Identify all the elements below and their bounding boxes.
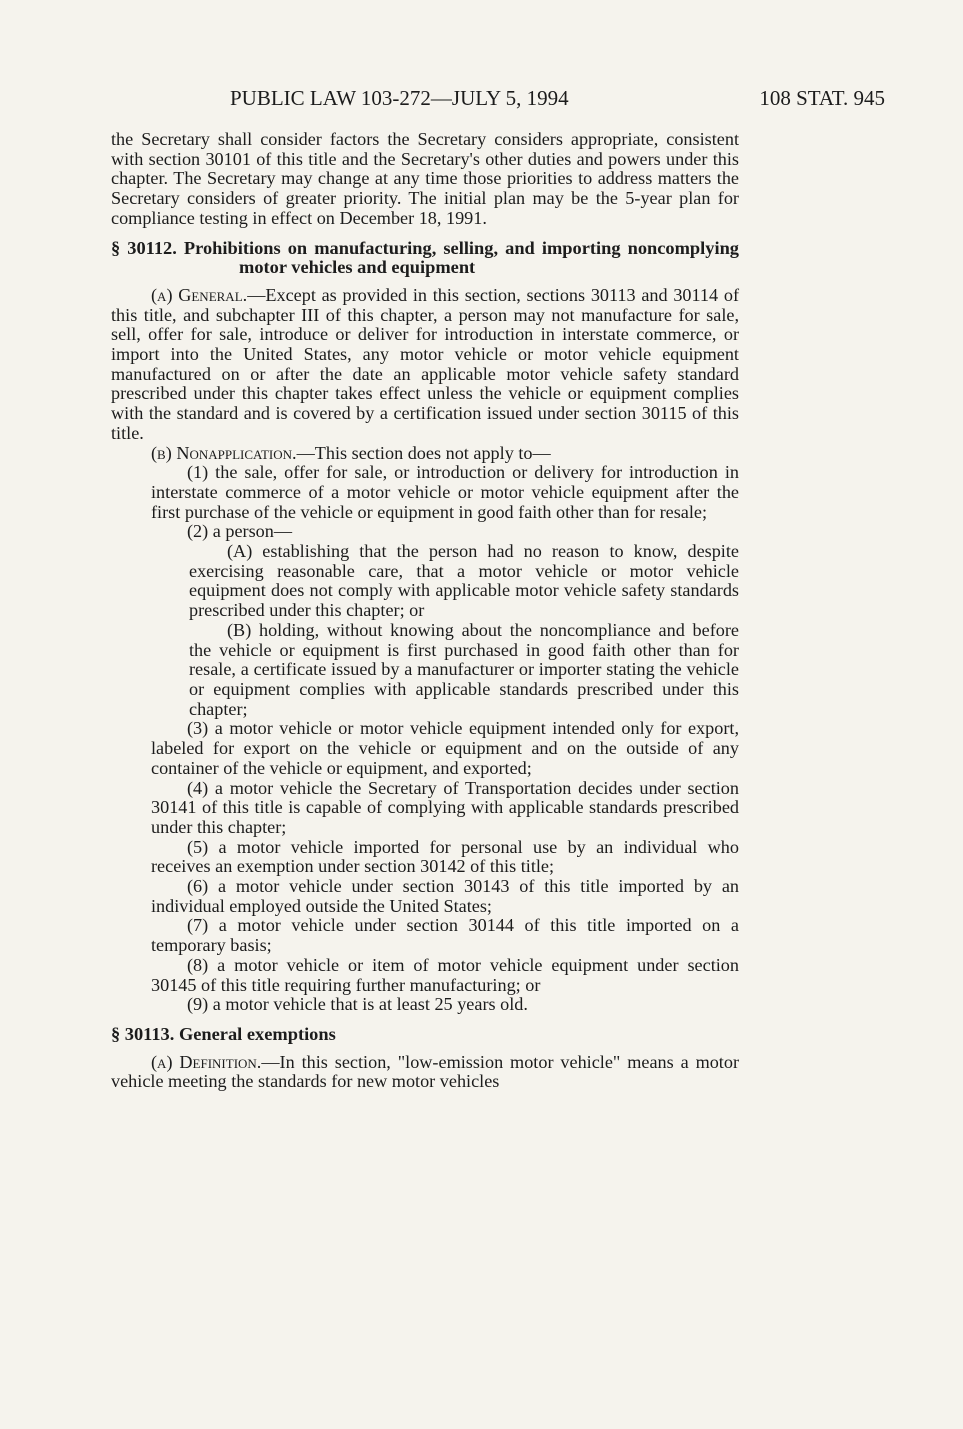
- list-item: (3) a motor vehicle or motor vehicle equipment intended only for export, labeled for export on the vehicle or equipment and on the outside of any container of the vehicle or equipment, and exported;: [151, 718, 739, 778]
- section-30112-heading: § 30112. Prohibitions on manufacturing, selling, and importing noncomplying motor vehicles and equipment: [111, 237, 739, 278]
- subsection-a-label: (a) Definition.: [151, 1051, 262, 1072]
- list-item: (1) the sale, offer for sale, or introduction or delivery for introduction in interstate commerce of a motor vehicle or motor vehicle equipment after the first purchase of the vehicle or equipment in good faith other than for resale;: [151, 462, 739, 522]
- subsection-b-text: —This section does not apply to—: [296, 442, 551, 463]
- subsection-b-label: (b) Nonapplication.: [151, 442, 297, 463]
- list-item: (8) a motor vehicle or item of motor vehicle equipment under section 30145 of this title requiring further manufacturing; or: [151, 954, 739, 995]
- continuation-paragraph: the Secretary shall consider factors the Secretary considers appropriate, consistent with section 30101 of this title and the Secretary's other duties and powers under this chapter. The Secretary may change at any time those priorities to address matters the Secretary considers of greater priority. The initial plan may be the 5-year plan for compliance testing in effect on December 18, 1991.: [111, 129, 739, 228]
- header-law-citation: PUBLIC LAW 103-272—JULY 5, 1994: [230, 86, 569, 110]
- list-item: (4) a motor vehicle the Secretary of Transportation decides under section 30141 of this title is capable of complying with applicable standards prescribed under this chapter;: [151, 777, 739, 837]
- header-stat-page: 108 STAT. 945: [759, 86, 885, 110]
- subsection-a-label: (a) General.: [151, 284, 248, 305]
- list-item: (6) a motor vehicle under section 30143 of this title imported by an individual employed outside the United States;: [151, 876, 739, 916]
- list-subitem: (B) holding, without knowing about the noncompliance and before the vehicle or equipment is first purchased in good faith other than for resale, a certificate issued by a manufacturer or importer stating the vehicle or equipment complies with applicable standards prescribed under this chapter;: [189, 619, 739, 719]
- section-30112-b: [111, 444, 739, 464]
- list-item: (7) a motor vehicle under section 30144 of this title imported on a temporary basis;: [151, 915, 739, 956]
- section-30112-a: [111, 286, 739, 444]
- list-item: (2) a person—: [187, 521, 293, 542]
- list-item: (5) a motor vehicle imported for personal use by an individual who receives an exemption under section 30142 of this title;: [151, 836, 739, 877]
- page-header: [230, 84, 885, 112]
- subsection-a-text: —Except as provided in this section, sections 30113 and 30114 of this title, and subchapter III of this chapter, a person may not manufacture for sale, sell, offer for sale, introduce or deliver for introduction in interstate commerce, or import into the United States, any motor vehicle or motor vehicle equipment manufactured on or after the date an applicable motor vehicle safety standard prescribed under this chapter takes effect unless the vehicle or equipment complies with the standard and is covered by a certification issued under section 30115 of this title.: [111, 284, 739, 443]
- list-subitem: (A) establishing that the person had no reason to know, despite exercising reasonable care, that a motor vehicle or motor vehicle equipment does not comply with applicable motor vehicle safety standards prescribed under this chapter; or: [189, 541, 739, 621]
- section-30113-heading: § 30113. General exemptions: [111, 1023, 336, 1044]
- subsection-a-text: —In this section, "low-emission motor vehicle" means a motor vehicle meeting the standards for new motor vehicles: [111, 1051, 740, 1092]
- section-30113-a: [111, 1053, 739, 1092]
- body-text: [111, 130, 739, 1092]
- list-item: (9) a motor vehicle that is at least 25 years old.: [187, 994, 528, 1015]
